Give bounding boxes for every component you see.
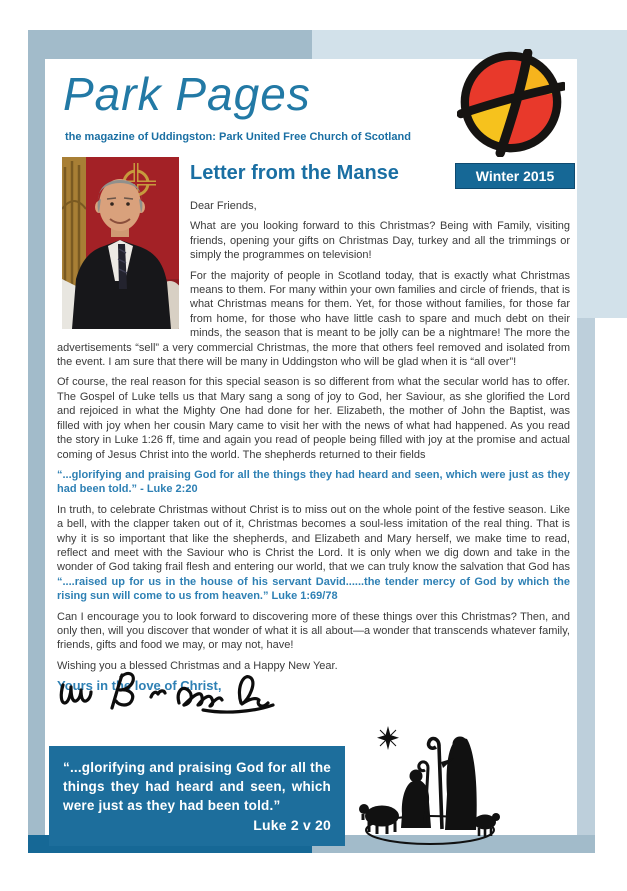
shepherds-silhouette [359, 724, 501, 848]
article-paragraph: Dear Friends, [190, 200, 257, 212]
handwritten-signature [55, 665, 295, 717]
frame-right-header-block [595, 30, 627, 318]
page-content [45, 59, 577, 835]
issue-badge: Winter 2015 [455, 163, 575, 189]
bottom-quote-row [49, 724, 569, 846]
scripture-quote-text: “...glorifying and praising God for all the things they had heard and seen, which were just as they had been told.” [63, 760, 331, 813]
frame-left-strip [28, 30, 45, 853]
magazine-subtitle: the magazine of Uddingston: Park United Free Church of Scotland [65, 131, 411, 143]
scripture-quote-box [49, 746, 345, 846]
article-paragraph: “...glorifying and praising God for all the things they had heard and seen, which were just as they had been told.” - Luke 2:20 [57, 468, 570, 496]
article-paragraph: Of course, the real reason for this special season is so different from what the secular world has to offer. The Gospel of Luke tells us that Mary sang a song of joy to God, her Saviour, as she glorified the Lord and rejoiced in what the Mighty One had done for her. Elizabeth, the mother of John the Baptist, was filled with joy when her cousin Mary came to visit her with the news of what had happened. As you read the story in Luke 1:26 ff, time and again you read of people being filled with joy at the promise and actual coming of Jesus Christ into the world. The shepherds returned to their fields [57, 376, 570, 461]
scripture-quote-reference: Luke 2 v 20 [253, 817, 331, 833]
article-paragraph: Yours in the love of Christ, [57, 678, 222, 694]
church-cross-logo-icon [457, 49, 565, 157]
article-title: Letter from the Manse [190, 162, 399, 184]
article-paragraph: For the majority of people in Scotland today, that is exactly what Christmas means to them. For many within your own families and circle of friends, that is what Christmas means for them. Yet, for those without families, for those far from home, for those who have little cash to spare and much debt on their minds, the season that is meant to be jolly can be a nightmare! The more the advertisements “sell” a very commercial Christmas, the more that others feel removed and isolated from the event. I am sure that there will be many in Uddingston who will be glad when it is “all over”! [57, 269, 570, 369]
frame-right-strip-lower [577, 318, 595, 835]
article-body-text [57, 199, 570, 701]
frame-right-strip-upper [577, 59, 595, 318]
article-paragraph: What are you looking forward to this Christmas? Being with Family, visiting friends, opening your gifts on Christmas Day, turkey and all the trimmings or simply the programmes on television! [190, 220, 570, 262]
article-paragraph: In truth, to celebrate Christmas without Christ is to miss out on the whole point of the festive season. Like a bell, with the clapper taken out of it, Christmas becomes a soul-less imitation of the real thing. That is why it is so important that like the shepherds, and Elizabeth and Mary herself, we make time to read, reflect and meet with the Saviour who is Christ the Lord. It is only when we dig down and take in the wonder of God taking frail flesh and entering our world, that we can truly know the salvation that God has “....raised up for us in the house of his servant David......the tender mercy of God by which the rising sun will come to us from heaven.” Luke 1:69/78 [57, 503, 570, 603]
article-paragraph: Can I encourage you to look forward to discovering more of these things over this Christmas? Then, and only then, will you discover that wonder of what it is all about—a wonder that transcends whatever family, friends, gifts and food we may, or may not, have! [57, 610, 570, 652]
magazine-title: Park Pages [63, 68, 311, 120]
frame-top-band-left [28, 30, 312, 59]
article-paragraph: Wishing you a blessed Christmas and a Happy New Year. [57, 659, 338, 672]
minister-photo [62, 157, 179, 329]
